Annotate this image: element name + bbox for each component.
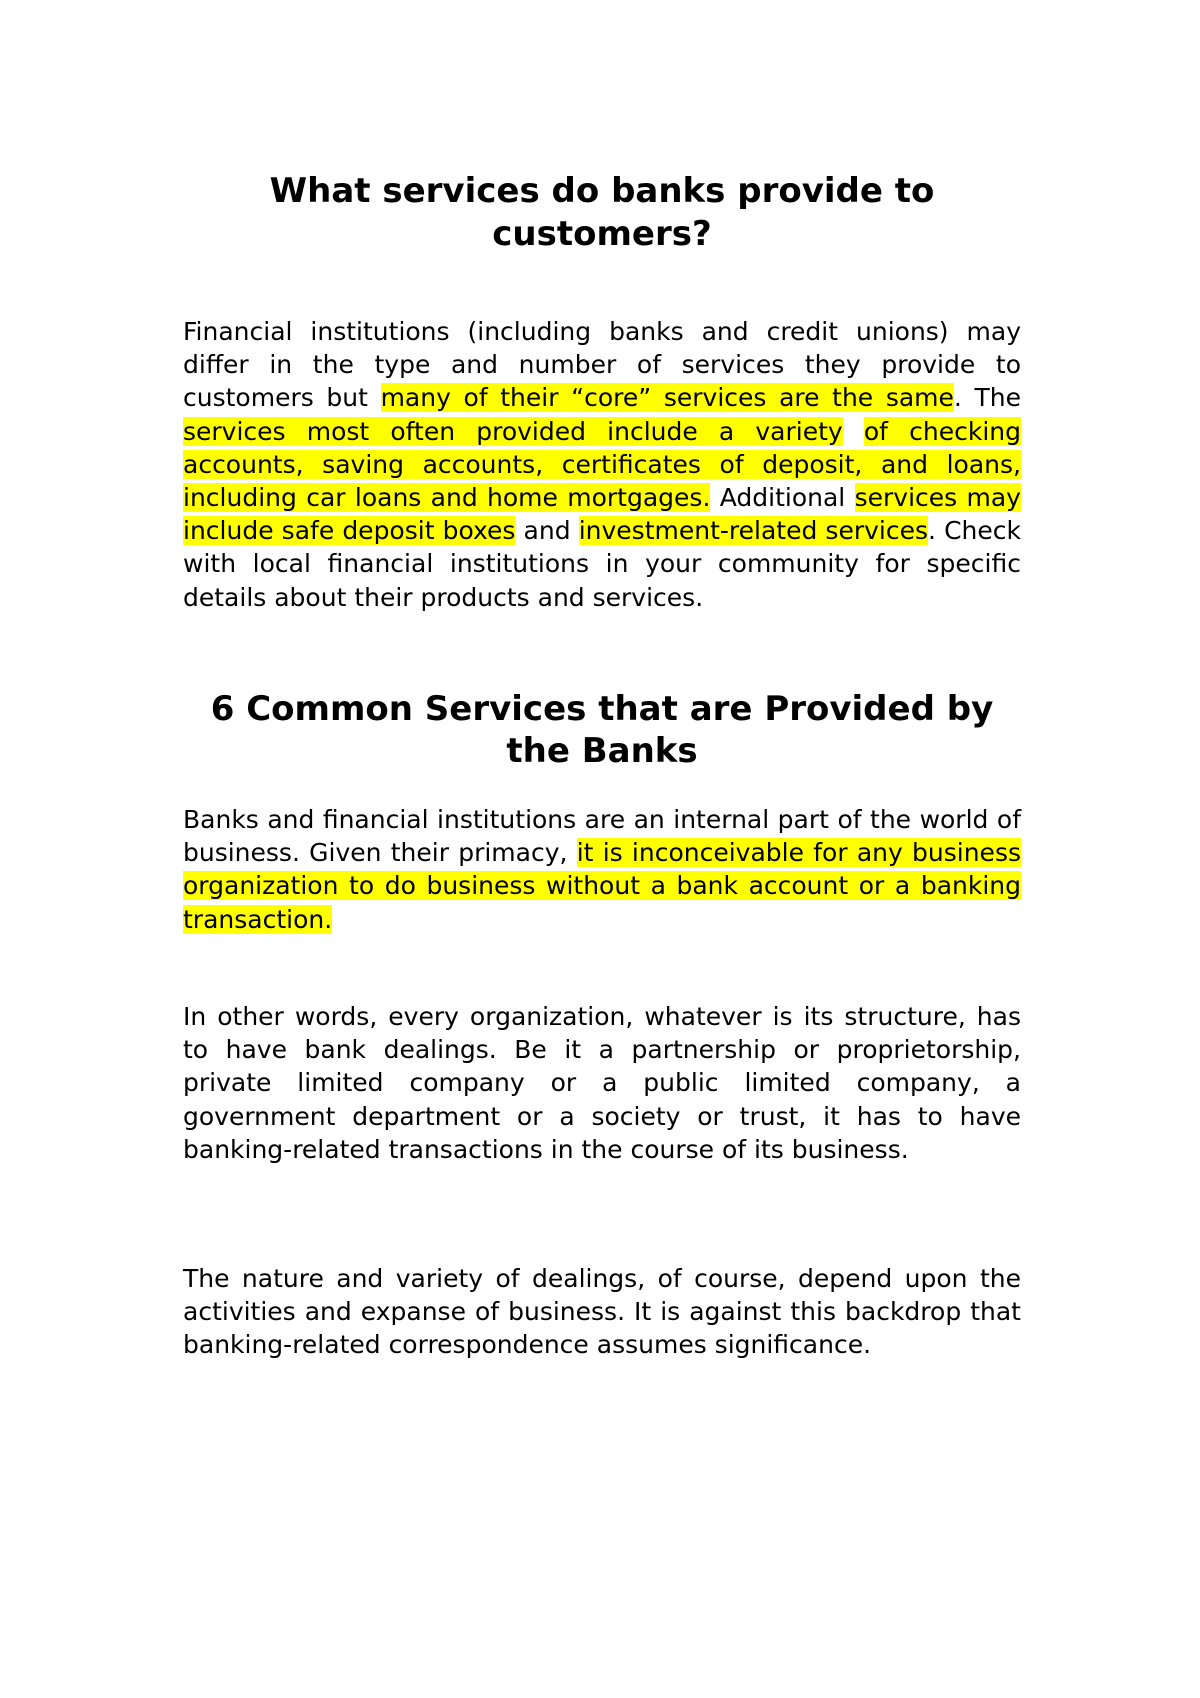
text-run xyxy=(843,417,864,446)
text-run: and xyxy=(515,516,579,546)
highlighted-text: services may include safe deposit boxes xyxy=(183,483,1021,546)
section-heading: 6 Common Services that are Provided by the Banks xyxy=(210,689,994,771)
paragraph-core-services xyxy=(183,315,1021,614)
highlighted-text: many of their “core” services are the same xyxy=(380,383,954,413)
text-run: . Check with local financial institutions in your community for specific details about their products and services. xyxy=(183,516,1021,612)
text-run: Additional xyxy=(710,483,855,513)
highlighted-text: investment-related services xyxy=(578,516,929,546)
highlighted-text: services most often provided include a variety xyxy=(183,416,843,446)
highlighted-text: it is inconceivable for any business organization to do business without a bank account or a banking transaction. xyxy=(183,838,1021,934)
text-run: Financial institutions (including banks and credit unions) may differ in the type and number of services they provide to customers but xyxy=(183,317,1021,413)
document-title: What services do banks provide to customers? xyxy=(269,171,935,254)
text-run: The nature and variety of dealings, of course, depend upon the activities and expanse of business. It is against this backdrop that banking-related correspondence assumes significance. xyxy=(183,1264,1021,1360)
text-run: In other words, every organization, whatever is its structure, has to have bank dealings. Be it a partnership or proprietorship, private limited company or a public limited company, a government department or a society or trust, it has to have banking-related transactions in the course of its business. xyxy=(183,1002,1021,1164)
paragraph-organization-dealings xyxy=(183,1000,1021,1166)
paragraph-banks-primacy xyxy=(183,803,1021,936)
text-run: . The xyxy=(953,383,1021,413)
text-run: Banks and financial institutions are an internal part of the world of business. Given their primacy, xyxy=(183,805,1021,868)
paragraph-correspondence xyxy=(183,1262,1021,1362)
highlighted-text: of checking accounts, saving accounts, certificates of deposit, and loans, including car loans and home mortgages. xyxy=(183,416,1021,513)
